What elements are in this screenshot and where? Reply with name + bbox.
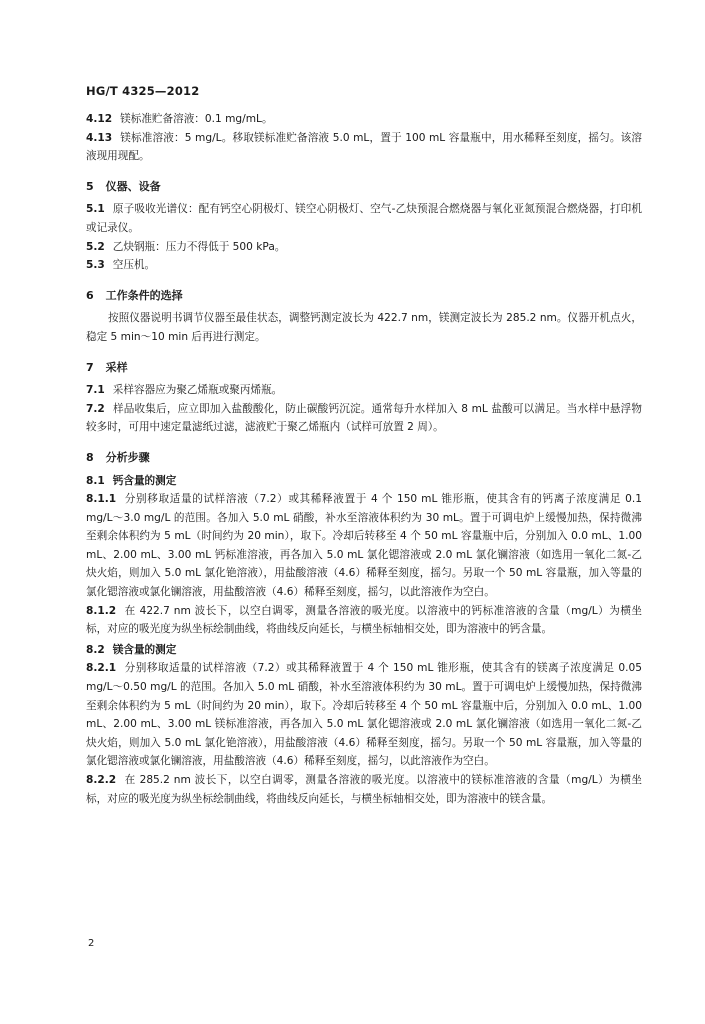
clause-5-3 — [86, 256, 642, 275]
clause-5-2 — [86, 238, 642, 257]
subsection-title: 镁含量的测定 — [112, 643, 177, 656]
clause-number: 7.1 — [86, 384, 105, 397]
clause-text: 样品收集后，应立即加入盐酸酸化，防止碳酸钙沉淀。通常每升水样加入 8 mL 盐酸可以满足。当水样中悬浮物较多时，可用中速定量滤纸过滤，滤液贮于聚乙烯瓶内（试样可放置 2 周）。 — [86, 402, 642, 434]
clause-text: 分别移取适量的试样溶液（7.2）或其稀释液置于 4 个 150 mL 锥形瓶，使其含有的镁离子浓度满足 0.05 mg/L～0.50 mg/L 的范围。各加入 5.0 mL 硝酸，补水至溶液体积约为 30 mL。置于可调电炉上缓慢加热，保持微沸至剩余体积约为 5 mL（时间约为 20 min），取下。冷却后转移至 4 个 50 mL 容量瓶中后，分别加入 0.0 mL、1.00 mL、2.00 mL、3.00 mL 镁标准溶液，再各加入 5.0 mL 氯化锶溶液或 2.0 mL 氯化镧溶液（如选用一氧化二氮-乙炔火焰，则加入 5.0 mL 氯化铯溶液），用盐酸溶液（4.6）稀释至刻度，摇匀。另取一个 50 mL 容量瓶，加入等量的氯化锶溶液或氯化镧溶液，用盐酸溶液（4.6）稀释至刻度，摇匀，以此溶液作为空白。 — [86, 662, 642, 768]
section-title: 分析步骤 — [105, 450, 150, 464]
clause-8-1-2 — [86, 602, 642, 639]
clause-text: 原子吸收光谱仪：配有钙空心阴极灯、镁空心阴极灯、空气-乙炔预混合燃烧器与氧化亚氮预混合燃烧器，打印机或记录仪。 — [86, 203, 642, 234]
clause-4-12 — [86, 110, 642, 129]
clause-8-2-1 — [86, 659, 642, 771]
document-body — [86, 110, 642, 808]
clause-5-1 — [86, 200, 642, 237]
section-number: 6 — [86, 288, 94, 302]
clause-number: 7.2 — [86, 402, 105, 415]
section-title: 采样 — [105, 360, 128, 374]
page-number: 2 — [88, 938, 95, 949]
clause-number: 4.12 — [86, 113, 113, 125]
clause-7-1 — [86, 381, 642, 400]
subsection-title: 钙含量的测定 — [112, 474, 177, 487]
section-number: 8 — [86, 450, 94, 464]
section-number: 7 — [86, 360, 94, 374]
clause-8-2-2 — [86, 771, 642, 808]
clause-text: 乙炔钢瓶：压力不得低于 500 kPa。 — [112, 240, 286, 253]
subsection-8-1-heading — [86, 472, 642, 491]
section-6-body: 按照仪器说明书调节仪器至最佳状态，调整钙测定波长为 422.7 nm，镁测定波长为 285.2 nm。仪器开机点火，稳定 5 min～10 min 后再进行测定。 — [86, 312, 642, 343]
subsection-number: 8.2 — [86, 643, 105, 656]
clause-text: 采样容器应为聚乙烯瓶或聚丙烯瓶。 — [112, 384, 283, 397]
section-6-heading — [86, 287, 642, 306]
clause-8-1-1 — [86, 490, 642, 602]
section-5-heading — [86, 178, 642, 197]
clause-text: 分别移取适量的试样溶液（7.2）或其稀释液置于 4 个 150 mL 锥形瓶，使其含有的钙离子浓度满足 0.1 mg/L～3.0 mg/L 的范围。各加入 5.0 mL 硝酸，补水至溶液体积约为 30 mL。置于可调电炉上缓慢加热，保持微沸至剩余体积约为 5 mL（时间约为 20 min），取下。冷却后转移至 4 个 50 mL 容量瓶中后，分别加入 0.0 mL、1.00 mL、2.00 mL、3.00 mL 钙标准溶液，再各加入 5.0 mL 氯化锶溶液或 2.0 mL 氯化镧溶液（如选用一氧化二氮-乙炔火焰，则加入 5.0 mL 氯化铯溶液），用盐酸溶液（4.6）稀释至刻度，摇匀。另取一个 50 mL 容量瓶，加入等量的氯化锶溶液或氯化镧溶液，用盐酸溶液（4.6）稀释至刻度，摇匀，以此溶液作为空白。 — [86, 493, 642, 599]
section-7-heading — [86, 359, 642, 378]
section-number: 5 — [86, 179, 94, 193]
section-title: 仪器、设备 — [105, 179, 161, 193]
clause-number: 5.3 — [86, 259, 105, 272]
clause-text: 在 422.7 nm 波长下，以空白调零，测量各溶液的吸光度。以溶液中的钙标准溶液的含量（mg/L）为横坐标，对应的吸光度为纵坐标绘制曲线，将曲线反向延长，与横坐标轴相交处，即为溶液中的钙含量。 — [86, 604, 642, 636]
clause-text: 镁标准溶液：5 mg/L。移取镁标准贮备溶液 5.0 mL，置于 100 mL 容量瓶中，用水稀释至刻度，摇匀。该溶液现用现配。 — [86, 131, 642, 163]
clause-number: 8.2.2 — [86, 774, 117, 786]
clause-text: 空压机。 — [112, 259, 156, 272]
clause-number: 8.1.2 — [86, 604, 117, 617]
clause-4-13 — [86, 129, 642, 166]
clause-text: 在 285.2 nm 波长下，以空白调零，测量各溶液的吸光度。以溶液中的镁标准溶液的含量（mg/L）为横坐标，对应的吸光度为纵坐标绘制曲线，将曲线反向延长，与横坐标轴相交处，即为溶液中的镁含量。 — [86, 774, 642, 805]
clause-number: 5.2 — [86, 240, 105, 253]
clause-7-2 — [86, 400, 642, 437]
clause-number: 5.1 — [86, 203, 105, 216]
standard-number: HG/T 4325—2012 — [86, 84, 200, 98]
clause-number: 8.1.1 — [86, 493, 117, 506]
clause-number: 8.2.1 — [86, 662, 117, 675]
subsection-number: 8.1 — [86, 474, 105, 487]
section-8-heading — [86, 449, 642, 468]
section-title: 工作条件的选择 — [105, 288, 183, 302]
clause-number: 4.13 — [86, 131, 113, 144]
clause-text: 镁标准贮备溶液：0.1 mg/mL。 — [120, 113, 273, 125]
subsection-8-2-heading — [86, 641, 642, 660]
